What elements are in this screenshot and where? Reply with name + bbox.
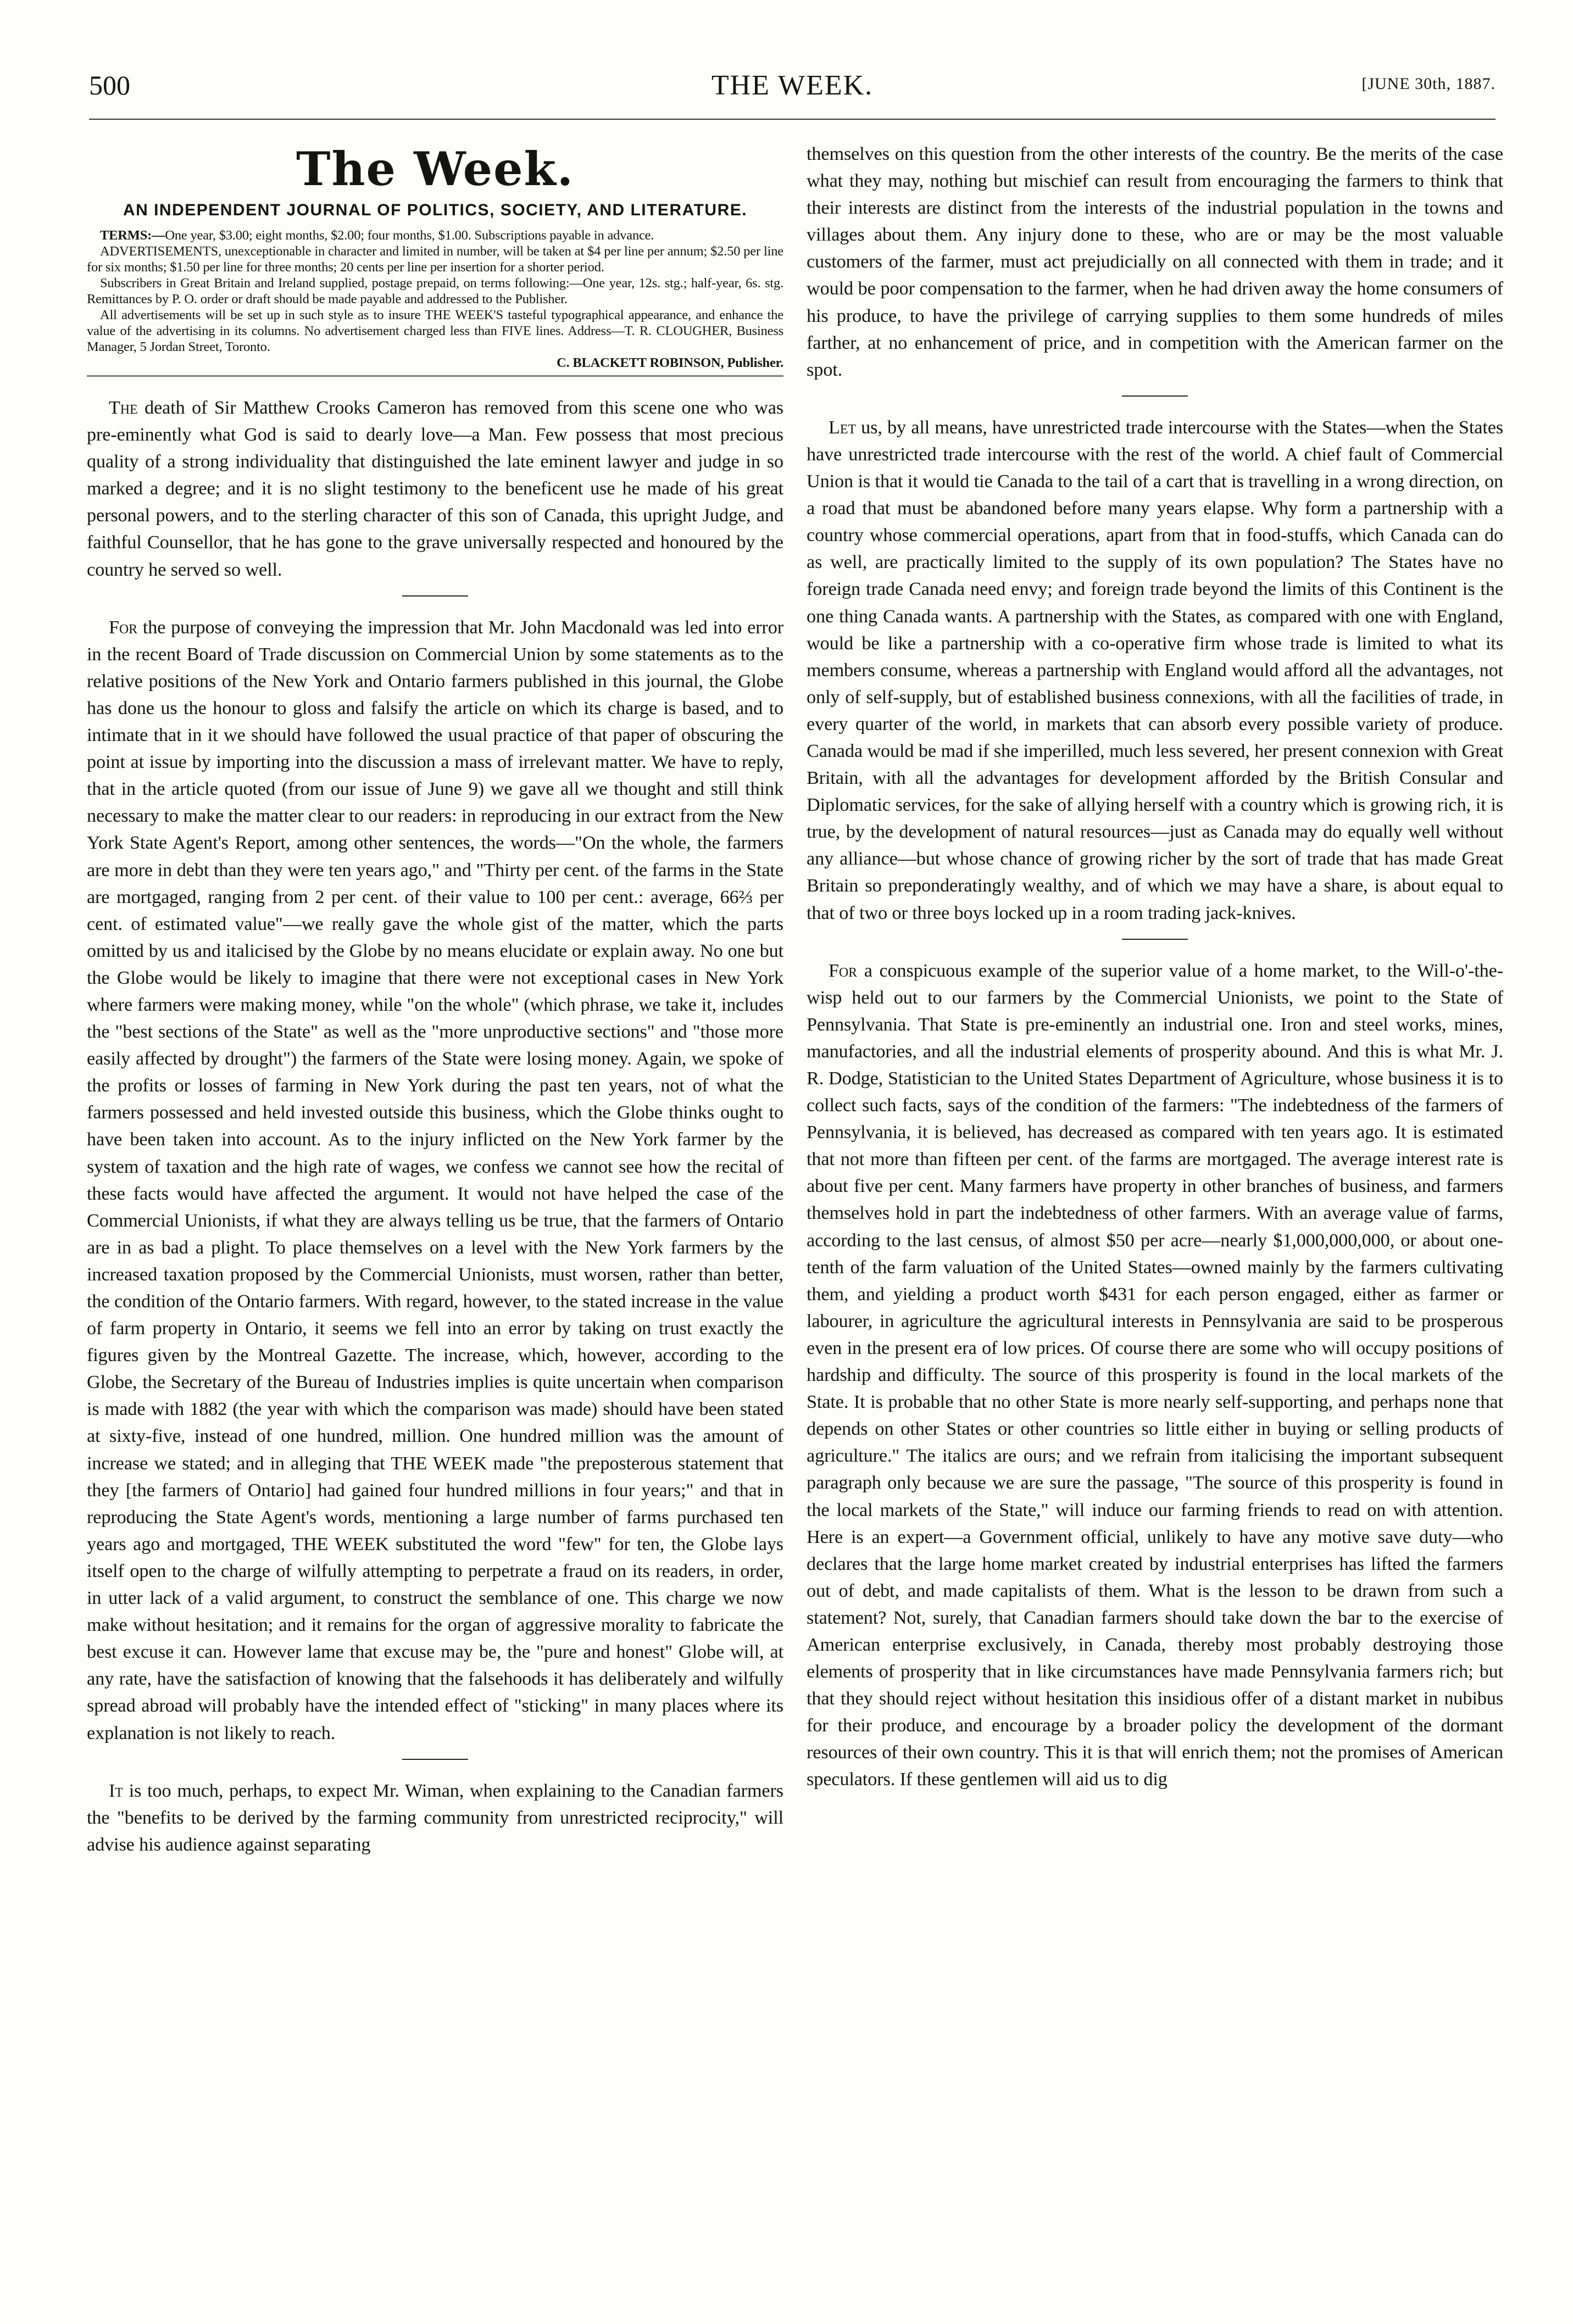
publisher-line: C. BLACKETT ROBINSON, Publisher. <box>557 355 783 370</box>
paragraph-lead: For <box>829 960 858 981</box>
paragraph-lead: The <box>109 398 138 418</box>
advertisements-terms: ADVERTISEMENTS, unexceptionable in character and limited in number, will be taken at $4 per line per annum; $2.50 per line for six months; $1.50 per line for three months; 20 cents per line per insertion for a shorter period. <box>87 244 783 275</box>
issue-date: [JUNE 30th, 1887. <box>1361 75 1496 93</box>
article-paragraph <box>87 614 783 1747</box>
header-rule <box>89 119 1496 120</box>
paragraph-lead: It <box>109 1780 123 1801</box>
terms-text: One year, $3.00; eight months, $2.00; four months, $1.00. Subscriptions payable in advance. <box>165 228 654 243</box>
article-paragraph <box>87 394 783 583</box>
paragraph-body: is too much, perhaps, to expect Mr. Wiman, when explaining to the Canadian farmers the "benefits to be derived by the farming community from unrestricted reciprocity," will advise his audience against separating <box>87 1780 783 1855</box>
subscribers-terms: Subscribers in Great Britain and Ireland supplied, postage prepaid, on terms following:—One year, 12s. stg.; half-year, 6s. stg. Remittances by P. O. order or draft should be made payable and addressed to the Publisher. <box>87 276 783 306</box>
section-divider <box>402 595 468 597</box>
subscription-terms <box>87 227 783 371</box>
section-divider <box>1122 395 1188 397</box>
paragraph-body: a conspicuous example of the superior value of a home market, to the Will-o'-the-wisp held out to our farmers by the Commercial Unionists, we point to the State of Pennsylvania. That State is pre-eminently an industrial one. Iron and steel works, mines, manufactories, and all the industrial elements of prosperity abound. And this is what Mr. J. R. Dodge, Statistician to the United States Department of Agriculture, whose business it is to collect such facts, says of the condition of the farmers: "The indebtedness of the farmers of Pennsylvania, it is believed, has decreased as compared with ten years ago. It is estimated that not more than fifteen per cent. of the farms are mortgaged. The average interest rate is about five per cent. Many farmers have property in other branches of business, and farmers themselves hold in part the indebtedness of other farmers. With an average value of farms, according to the last census, of almost $50 per acre—nearly $1,000,000,000, or about one-tenth of the farm valuation of the United States—owned mainly by the farmers cultivating them, and yielding a product worth $431 for each person engaged, either as farmer or labourer, in agriculture the agricultural interests in Pennsylvania are said to be prosperous even in the present era of low prices. Of course there are some who will occupy positions of hardship and difficulty. The source of this prosperity is found in the local markets of the State. It is probable that no other State is more nearly self-supporting, and perhaps none that depends on other States or other countries so little either in buying or selling products of agriculture." The italics are ours; and we refrain from italicising the important subsequent paragraph only because we are sure the passage, "The source of this prosperity is found in the local markets of the State," will induce our farming friends to read on with attention. Here is an expert—a Government official, unlikely to have any motive save duty—who declares that the large home market created by industrial enterprises has lifted the farmers out of debt, and made capitalists of them. What is the lesson to be drawn from such a statement? Not, surely, that Canadian farmers should take down the bar to the exercise of American enterprise exclusively, in Canada, thereby most probably destroying those elements of prosperity that in like circumstances have made Pennsylvania farmers rich; but that they should reject without hesitation this insidious offer of a distant market in nubibus for their produce, and encourage by a broader policy the development of the dormant resources of their own country. This it is that will enrich them; not the promises of American speculators. If these gentlemen will aid us to dig <box>807 960 1504 1790</box>
left-column <box>87 137 783 1858</box>
article-paragraph <box>807 414 1503 927</box>
running-head <box>89 69 1496 113</box>
paragraph-body: the purpose of conveying the impression that Mr. John Macdonald was led into error in the recent Board of Trade discussion on Commercial Union by some statements as to the relative positions of the New York and Ontario farmers published in this journal, the Globe has done us the honour to gloss and falsify the article on which its charge is based, and to intimate that in it we should have followed the usual practice of that paper of obscuring the point at issue by importing into the discussion a mass of irrelevant matter. We have to reply, that in the article quoted (from our issue of June 9) we gave all we thought and still think necessary to make the matter clear to our readers: in reproducing in our extract from the New York State Agent's Report, among other sentences, the words—"On the whole, the farmers are more in debt than they were ten years ago," and "Thirty per cent. of the farms in the State are mortgaged, ranging from 2 per cent. of their value to 100 per cent.: average, 66⅔ per cent. of estimated value"—we really gave the whole gist of the matter, which the parts omitted by us and italicised by the Globe by no means elucidate or explain away. No one but the Globe would be likely to imagine that there were not exceptional cases in New York where farmers were making money, while "on the whole" (which phrase, we take it, includes the "best sections of the State" as well as the "more unproductive sections" and "those more easily affected by drought") the farmers of the State were losing money. Again, we spoke of the profits or losses of farming in New York during the past ten years, not of what the farmers possessed and held invested outside this business, which the Globe thinks ought to have been taken into account. As to the injury inflicted on the New York farmer by the system of taxation and the high rate of wages, we confess we cannot see how the recital of these facts would have affected the argument. It would not have helped the case of the Commercial Unionists, if what they are always telling us be true, that the farmers of Ontario are in as bad a plight. To place themselves on a level with the New York farmers by the increased taxation proposed by the Commercial Unionists, must worsen, rather than better, the condition of the Ontario farmers. With regard, however, to the stated increase in the value of farm property in Ontario, it seems we fell into an error by taking on trust exactly the figures given by the Montreal Gazette. The increase, which, however, according to the Globe, the Secretary of the Bureau of Industries implies is quite uncertain when comparison is made with 1882 (the year with which the comparison was made) should have been stated at sixty-five, instead of one hundred, million. One hundred million was the amount of increase we stated; and in alleging that THE WEEK made "the preposterous statement that they [the farmers of Ontario] had gained four hundred millions in four years;" and that in reproducing the State Agent's words, mentioning a large number of farms purchased ten years ago and mortgaged, THE WEEK substituted the word "few" for ten, the Globe lays itself open to the charge of wilfully attempting to perpetrate a fraud on its readers, in order, in utter lack of a valid argument, to construct the semblance of one. This charge we now make without hesitation; and it remains for the organ of aggressive morality to fabricate the best excuse it can. However lame that excuse may be, the "pure and honest" Globe will, at any rate, have the satisfaction of knowing that the falsehoods it has deliberately and wilfully spread abroad will probably have the intended effect of "sticking" in many places where its explanation is not likely to reach. <box>87 617 783 1743</box>
advertisement-notice: All advertisements will be set up in such style as to insure THE WEEK'S tasteful typographical appearance, and enhance the value of the advertising in its columns. No advertisement charged less than FIVE lines. Address—T. R. CLOUGHER, Business Manager, 5 Jordan Street, Toronto. <box>87 308 783 354</box>
paragraph-lead: Let <box>829 417 856 438</box>
section-divider <box>1122 939 1188 940</box>
paragraph-body: death of Sir Matthew Crooks Cameron has removed from this scene one who was pre-eminently what God is said to dearly love—a Man. Few possess that most precious quality of a strong individuality that distinguished the late eminent lawyer and judge in so marked a degree; and it is no slight testimony to the beneficent use he made of his great personal powers, and to the sterling character of this son of Canada, this upright Judge, and faithful Counsellor, that he has gone to the grave universally respected and honoured by the country he served so well. <box>87 398 783 580</box>
masthead <box>87 142 783 220</box>
publication-title: THE WEEK. <box>711 70 874 101</box>
page-number: 500 <box>89 70 130 101</box>
paragraph-lead: For <box>109 617 138 638</box>
masthead-subtitle: AN INDEPENDENT JOURNAL OF POLITICS, SOCIETY, AND LITERATURE. <box>123 201 748 219</box>
paragraph-body: us, by all means, have unrestricted trade intercourse with the States—when the States have unrestricted trade intercourse with the rest of the world. A chief fault of Commercial Union is that it would tie Canada to the tail of a cart that is travelling in a wrong direction, on a road that must be abandoned before many years elapse. Why form a partnership with a country whose commercial operations, apart from that in food-stuffs, which Canada can do as well, are practically limited to the supply of its own population? The States have no foreign trade Canada need envy; and foreign trade beyond the limits of this Continent is the one thing Canada wants. A partnership with the States, as compared with one with England, would be like a partnership with a co-operative firm whose trade is limited to what its members consume, whereas a partnership with England would afford all the advantages, not only of self-supply, but of established business connexions, with all the facilities of trade, in every quarter of the world, in markets that can absorb every possible variety of produce. Canada would be mad if she imperilled, much less severed, her present connexion with Great Britain, with all the advantages for development afforded by the British Consular and Diplomatic services, for the sake of allying herself with a country which is growing rich, it is true, by the development of natural resources—just as Canada may do equally well without any alliance—but whose chance of growing richer by the sort of trade that has made Great Britain so preponderatingly wealthy, and of which we may have a share, is about equal to that of two or three boys locked up in a room trading jack-knives. <box>807 417 1503 923</box>
terms-lead: TERMS:— <box>100 228 165 243</box>
article-paragraph <box>807 957 1503 1793</box>
right-column <box>807 141 1503 1793</box>
section-divider <box>402 1759 468 1760</box>
continued-paragraph: themselves on this question from the other interests of the country. Be the merits of the case what they may, nothing but mischief can result from encouraging the farmers to think that their interests are distinct from the interests of the industrial population in the towns and villages about them. Any injury done to these, who are or may be the most valuable customers of the farmer, must act prejudicially on all connected with them in trade; and it would be poor compensation to the farmer, when he had driven away the home consumers of his produce, to have the privilege of carrying supplies to them some hundreds of miles farther, at no enhancement of price, and in competition with the American farmer on the spot. <box>807 144 1503 380</box>
article-paragraph <box>87 1777 783 1858</box>
masthead-title: The Week. <box>296 142 575 196</box>
